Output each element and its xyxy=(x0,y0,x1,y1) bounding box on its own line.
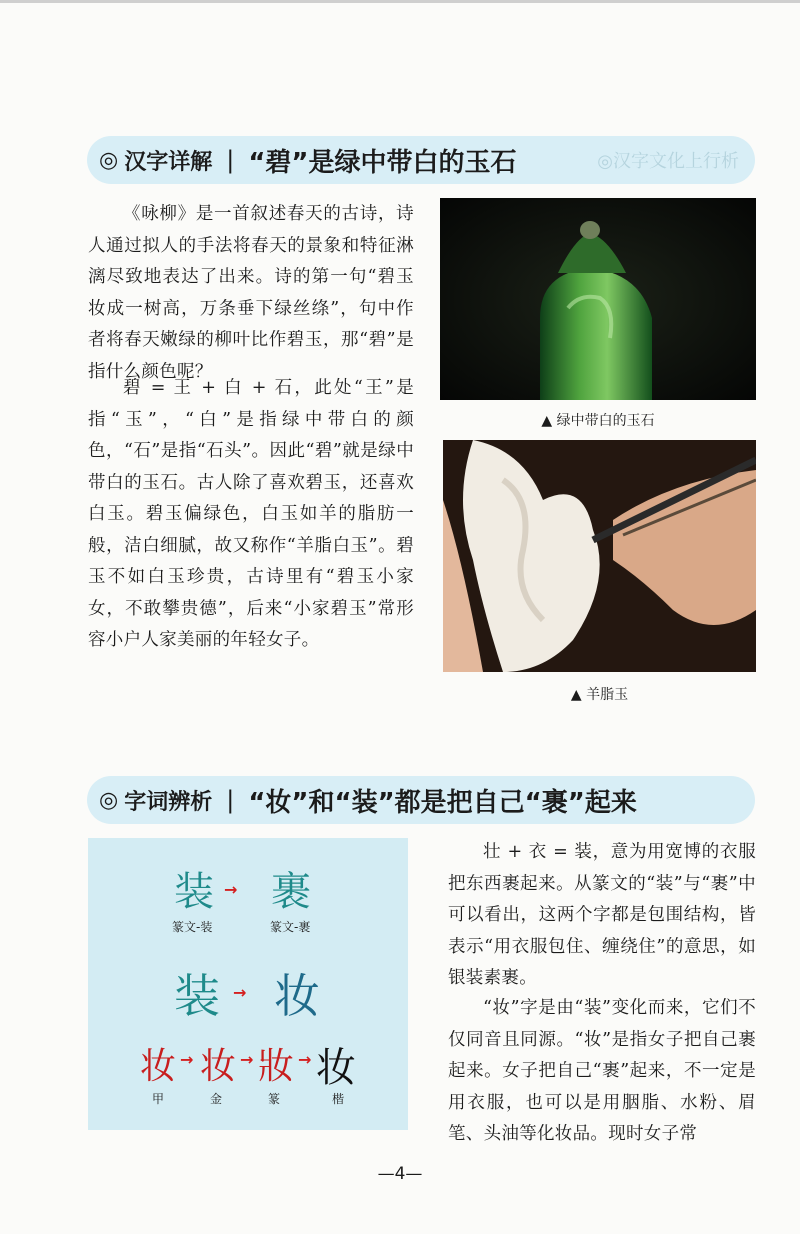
section-headline: “妆”和“装”都是把自己“裹”起来 xyxy=(248,787,637,818)
script-label: 甲 xyxy=(152,1092,165,1106)
regular-script-char: 妆 xyxy=(316,1045,356,1091)
character-zhuang: 装 xyxy=(174,969,220,1023)
character-zhuang-makeup: 妆 xyxy=(274,969,320,1023)
arrow-icon: → xyxy=(240,1050,254,1069)
section-title: 汉字详解 xyxy=(124,149,213,175)
section-title: 字词辨析 xyxy=(124,789,213,815)
photo-caption: ▲ 羊脂玉 xyxy=(570,687,629,703)
script-label: 楷 xyxy=(332,1092,345,1106)
body-paragraph: 《咏柳》是一首叙述春天的古诗，诗人通过拟人的手法将春天的景象和特征淋漓尽致地表达了出来。诗的第一句“碧玉妆成一树高，万条垂下绿丝绦”，句中作者将春天嫩绿的柳叶比作碧玉，那“碧”是指什么颜色呢？ xyxy=(88,204,414,382)
arrow-icon: → xyxy=(224,880,238,899)
bullseye-icon: ◎ xyxy=(99,787,119,813)
bullseye-icon: ◎ xyxy=(99,147,119,173)
section-headline: “碧”是绿中带白的玉石 xyxy=(248,147,517,178)
section-banner-character-detail xyxy=(87,136,755,184)
seal-char: 妝 xyxy=(258,1046,295,1087)
body-paragraph: 碧 = 王 + 白 + 石，此处“王”是指“玉”，“白”是指绿中带白的颜色，“石”是指“石头”。因此“碧”就是绿中带白的玉石。古人除了喜欢碧玉，还喜欢白玉。碧玉偏绿色，白玉如羊的脂肪一般，洁白细腻，故又称作“羊脂白玉”。碧玉不如白玉珍贵，古诗里有“碧玉小家女，不敢攀贵德”，后来“小家碧玉”常形容小户人家美丽的年轻女子。 xyxy=(88,378,414,650)
figure-label: 篆文-装 xyxy=(172,920,213,934)
photo-caption: ▲ 绿中带白的玉石 xyxy=(541,413,655,429)
figure-label: 篆文-裹 xyxy=(270,920,311,934)
green-jade-photo xyxy=(440,198,756,400)
seal-script-zhuang: 装 xyxy=(174,869,214,915)
character-evolution-figure xyxy=(88,838,408,1130)
oracle-bone-char: 妆 xyxy=(140,1046,177,1087)
page-number: —4— xyxy=(377,1164,423,1184)
bronze-char: 妆 xyxy=(200,1046,237,1087)
title-separator: | xyxy=(226,786,235,814)
arrow-icon: → xyxy=(298,1050,312,1069)
body-paragraph: “妆”字是由“装”变化而来，它们不仅同音且同源。“妆”是指女子把自己裹起来。女子把自己“裹”起来，不一定是用衣服，也可以是用胭脂、水粉、眉笔、头油等化妆品。现时女子常 xyxy=(448,998,756,1144)
body-paragraph: 壮 + 衣 = 装，意为用宽博的衣服把东西裹起来。从篆文的“装”与“裹”中可以看出，这两个字都是包围结构，皆表示“用衣服包住、缠绕住”的意思，如银装素裹。 xyxy=(448,842,756,988)
arrow-icon: → xyxy=(233,983,247,1002)
mutton-fat-jade-photo xyxy=(443,440,756,672)
bleed-through-text: ◎汉字文化上行析 xyxy=(597,151,739,172)
script-label: 金 xyxy=(210,1092,223,1106)
script-label: 篆 xyxy=(268,1092,281,1106)
arrow-icon: → xyxy=(180,1050,194,1069)
section-banner-word-analysis xyxy=(87,776,755,824)
top-border xyxy=(0,0,800,3)
seal-script-guo: 裹 xyxy=(271,869,311,915)
title-separator: | xyxy=(226,146,235,174)
